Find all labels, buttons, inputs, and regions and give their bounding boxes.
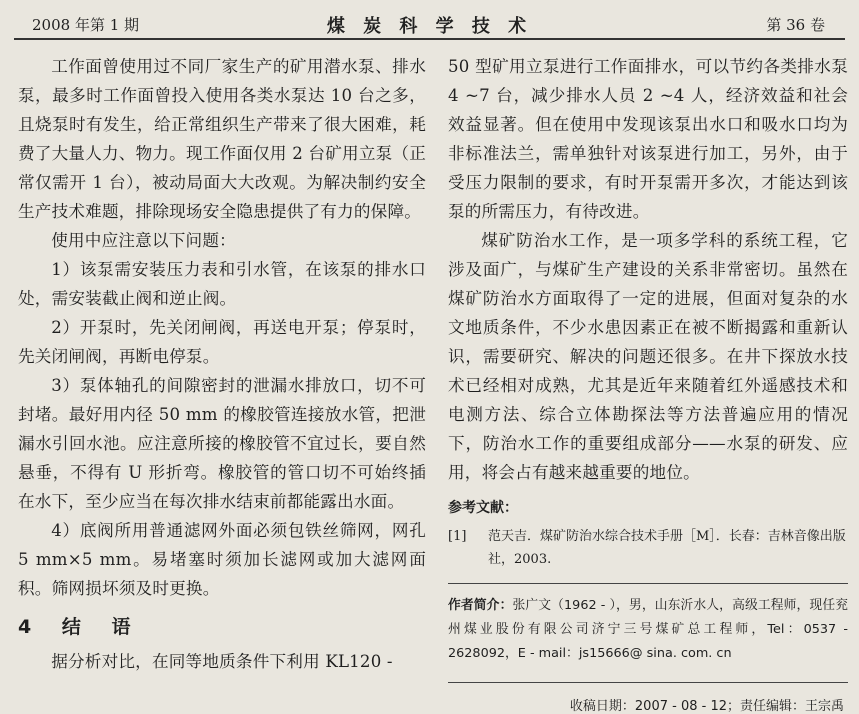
right-column [448,52,848,714]
body-paragraph: 50 型矿用立泵进行工作面排水，可以节约各类排水泵 4 ~7 台，减少排水人员 2 ~4 人，经济效益和社会效益显著。但在使用中发现该泵出水口和吸水口均为非标准法兰，需单独针对该泵进行加工，另外，由于受压力限制的要求，有时开泵需开多次，才能达到该泵的所需压力，有待改进。 [448,57,848,221]
running-header [14,8,845,40]
volume-label: 第 36 卷 [766,16,825,34]
journal-title: 煤 炭 科 学 技 术 [326,16,533,37]
issue-label: 2008 年第 1 期 [32,16,140,34]
list-item-3: 3）泵体轴孔的间隙密封的泄漏水排放口，切不可封堵。最好用内径 50 mm 的橡胶管连接放水管，把泄漏水引回水池。应注意所接的橡胶管不宜过长，要自然悬垂，不得有 U 形折弯。橡胶管的管口切不可始终插在水下，至少应当在每次排水结束前都能露出水面。 [18,376,426,511]
list-item-4: 4）底阀所用普通滤网外面必须包铁丝筛网，网孔 5 mm×5 mm。易堵塞时须加长滤网或加大滤网面积。筛网损坏须及时更换。 [18,521,426,598]
reference-item [448,525,848,571]
list-item-1: 1）该泵需安装压力表和引水管，在该泵的排水口处，需安装截止阀和逆止阀。 [18,260,426,308]
author-label: 作者简介： [448,598,513,613]
body-paragraph: 工作面曾使用过不同厂家生产的矿用潜水泵、排水泵，最多时工作面曾投入使用各类水泵达 10 台之多，且烧泵时有发生，给正常组织生产带来了很大困难，耗费了大量人力、物力。现工作面仅用 2 台矿用立泵（正常仅需开 1 台），被动局面大大改观。为解决制约安全生产技术难题，排除现场安全隐患提供了有力的保障。 [18,57,426,221]
author-bio [448,594,848,666]
body-paragraph: 煤矿防治水工作，是一项多学科的系统工程，它涉及面广，与煤矿生产建设的关系非常密切。虽然在煤矿防治水方面取得了一定的进展，但面对复杂的水文地质条件，不少水患因素正在被不断揭露和重新认识，需要研究、解决的问题还很多。在井下探放水技术已经相对成熟，尤其是近年来随着红外遥感技术和电测方法、综合立体勘探法等方法普遍应用的情况下，防治水工作的重要组成部分——水泵的研发、应用，将会占有越来越重要的地位。 [448,231,848,482]
body-paragraph: 使用中应注意以下问题： [51,231,236,250]
reference-number: [1] [448,529,467,544]
body-paragraph: 据分析对比，在同等地质条件下利用 KL120 - [51,652,393,671]
section-heading: 4 结 语 [18,616,143,638]
references-title: 参考文献： [448,500,518,516]
author-text: 张广文（1962 - ），男，山东沂水人，高级工程师，现任兖州煤业股份有限公司济宁三号煤矿总工程师，Tel：0537 - 2628092，E - mail：js15666@ sina. com. cn [448,598,849,661]
reference-text: 范天吉．煤矿防治水综合技术手册［M］．长春：吉林音像出版社，2003. [488,529,846,567]
list-item-2: 2）开泵时，先关闭闸阀，再送电开泵；停泵时，先关闭闸阀，再断电停泵。 [18,318,426,366]
received-date-line: 收稿日期：2007 - 08 - 12；责任编辑：王宗禹 [448,682,848,714]
left-column [18,52,426,676]
divider [448,583,848,584]
